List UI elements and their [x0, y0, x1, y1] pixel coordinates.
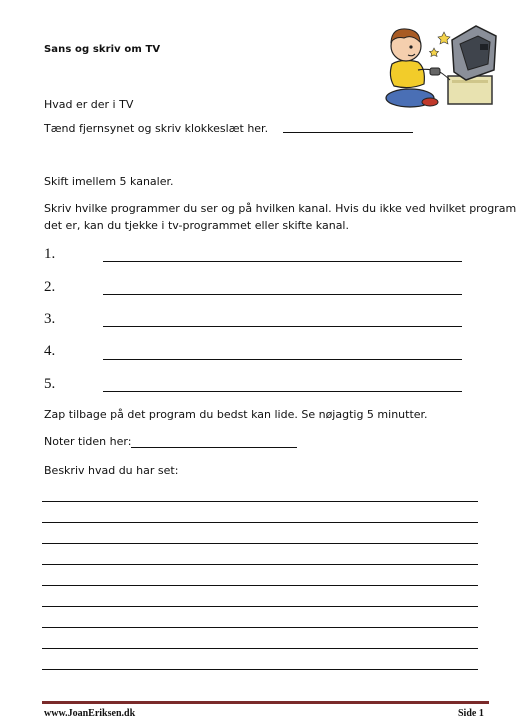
program-answer-line[interactable]: [103, 261, 462, 262]
heading-what-is-on-tv: Hvad er der i TV: [44, 98, 134, 111]
note-time-label: Noter tiden her:: [44, 435, 132, 448]
instruction-write-line-2: det er, kan du tjekke i tv-programmet eller skifte kanal.: [44, 219, 349, 232]
instruction-zap-back: Zap tilbage på det program du bedst kan lide. Se nøjagtig 5 minutter.: [44, 408, 428, 421]
footer-website: www.JoanEriksen.dk: [44, 708, 136, 719]
writing-line[interactable]: [42, 627, 478, 628]
item-number: 3.: [44, 311, 56, 327]
item-number: 2.: [44, 279, 56, 295]
instruction-write-line-1: Skriv hvilke programmer du ser og på hvilken kanal. Hvis du ikke ved hvilket program: [44, 202, 517, 215]
worksheet-title: Sans og skriv om TV: [44, 44, 161, 55]
program-answer-line[interactable]: [103, 359, 462, 360]
program-answer-line[interactable]: [103, 294, 462, 295]
writing-line[interactable]: [42, 648, 478, 649]
clock-answer-line[interactable]: [283, 132, 413, 133]
footer-page-number: Side 1: [458, 708, 484, 719]
instruction-switch-channels: Skift imellem 5 kanaler.: [44, 175, 174, 188]
item-number: 5.: [44, 376, 56, 392]
item-number: 1.: [44, 246, 56, 262]
program-answer-line[interactable]: [103, 326, 462, 327]
writing-line[interactable]: [42, 564, 478, 565]
writing-line[interactable]: [42, 585, 478, 586]
writing-line[interactable]: [42, 522, 478, 523]
writing-line[interactable]: [42, 606, 478, 607]
writing-line[interactable]: [42, 543, 478, 544]
instruction-clock: Tænd fjernsynet og skriv klokkeslæt her.: [44, 122, 269, 135]
boy-watching-tv-illustration: [380, 18, 500, 110]
time-answer-line[interactable]: [131, 447, 297, 448]
program-answer-line[interactable]: [103, 391, 462, 392]
writing-line[interactable]: [42, 669, 478, 670]
describe-label: Beskriv hvad du har set:: [44, 464, 179, 477]
writing-line[interactable]: [42, 501, 478, 502]
item-number: 4.: [44, 343, 56, 359]
footer-divider: [42, 701, 489, 704]
